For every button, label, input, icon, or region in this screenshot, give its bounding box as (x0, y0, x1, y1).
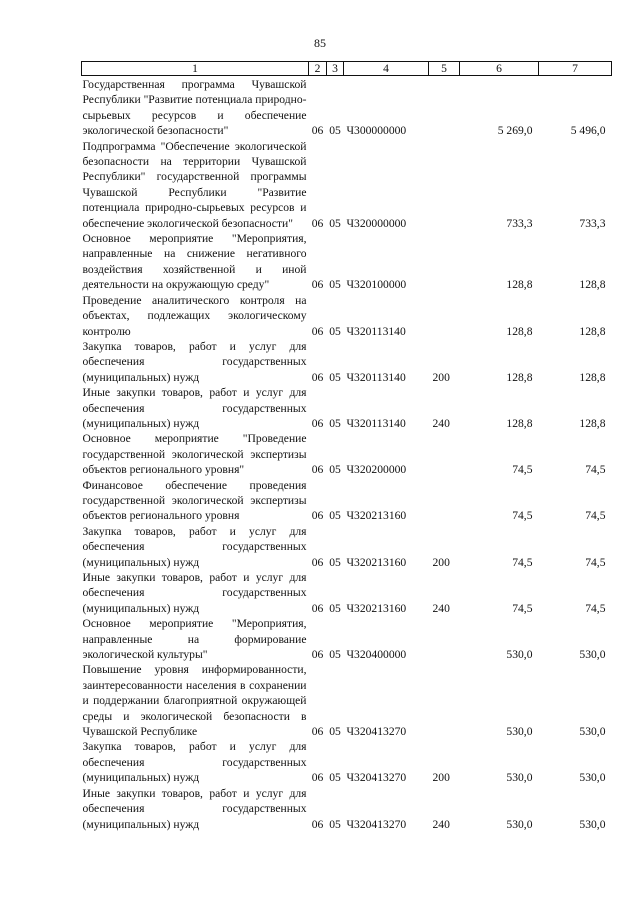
table-row (82, 570, 612, 616)
section-code: 06 (311, 771, 324, 785)
expense-type-code: 200 (432, 771, 450, 785)
amount-year-2: 530,0 (579, 725, 606, 739)
target-article-code: Ч320413270 (346, 771, 407, 785)
amount-year-1: 530,0 (506, 771, 533, 785)
amount-year-2: 128,8 (579, 370, 606, 384)
item-name: Повышение уровня информированности, заинтересованности населения в сохранении и поддержании благоприятной окружающей среды и экологической безопасности в Чувашской Республике (82, 663, 307, 739)
table-row (82, 739, 612, 785)
section-code: 06 (311, 648, 324, 662)
item-name: Иные закупки товаров, работ и услуг для обеспечения государственных (муниципальных) нужд (82, 386, 307, 430)
column-header: 5 (429, 62, 460, 76)
amount-year-2: 74,5 (585, 463, 606, 477)
subsection-code: 05 (329, 124, 341, 138)
expense-type-code (429, 293, 460, 339)
amount-year-2: 128,8 (579, 416, 606, 430)
expense-type-code: 240 (432, 601, 450, 615)
item-name: Иные закупки товаров, работ и услуг для обеспечения государственных (муниципальных) нужд (82, 786, 307, 831)
amount-year-2: 5 496,0 (570, 124, 606, 138)
table-row (82, 293, 612, 339)
section-code: 06 (311, 324, 324, 338)
amount-year-2: 128,8 (579, 278, 606, 292)
table-row (82, 431, 612, 477)
amount-year-2: 128,8 (579, 324, 606, 338)
target-article-code: Ч300000000 (346, 124, 407, 138)
section-code: 06 (311, 370, 324, 384)
section-code: 06 (311, 124, 324, 138)
section-code: 06 (311, 463, 324, 477)
target-article-code: Ч320413270 (346, 817, 407, 831)
expense-type-code (429, 139, 460, 231)
expense-type-code (429, 478, 460, 524)
table-row (82, 616, 612, 662)
column-header: 3 (327, 62, 344, 76)
amount-year-2: 530,0 (579, 771, 606, 785)
column-header: 2 (309, 62, 327, 76)
subsection-code: 05 (329, 416, 341, 430)
page-number: 85 (314, 36, 326, 50)
table-row (82, 786, 612, 832)
amount-year-2: 733,3 (579, 216, 606, 230)
target-article-code: Ч320113140 (346, 324, 406, 338)
section-code: 06 (311, 416, 324, 430)
amount-year-2: 74,5 (585, 509, 606, 523)
expense-type-code: 200 (432, 370, 450, 384)
amount-year-2: 530,0 (579, 817, 606, 831)
item-name: Финансовое обеспечение проведения государственной экологической экспертизы объектов регионального уровня (82, 478, 307, 523)
target-article-code: Ч320000000 (346, 216, 407, 230)
target-article-code: Ч320213160 (346, 601, 407, 615)
target-article-code: Ч320213160 (346, 509, 407, 523)
subsection-code: 05 (329, 648, 341, 662)
amount-year-1: 530,0 (506, 648, 533, 662)
amount-year-2: 530,0 (579, 648, 606, 662)
target-article-code: Ч320213160 (346, 555, 407, 569)
amount-year-1: 74,5 (512, 509, 533, 523)
target-article-code: Ч320113140 (346, 370, 406, 384)
column-header: 7 (539, 62, 612, 76)
subsection-code: 05 (329, 771, 341, 785)
section-code: 06 (311, 555, 324, 569)
amount-year-1: 530,0 (506, 817, 533, 831)
section-code: 06 (311, 216, 324, 230)
amount-year-1: 128,8 (506, 370, 533, 384)
section-code: 06 (311, 725, 324, 739)
item-name: Проведение аналитического контроля на объектах, подлежащих экологическому контролю (82, 293, 307, 338)
amount-year-1: 733,3 (506, 216, 533, 230)
expense-type-code (429, 616, 460, 662)
target-article-code: Ч320413270 (346, 725, 407, 739)
amount-year-2: 74,5 (585, 601, 606, 615)
expense-type-code (429, 76, 460, 139)
table-row (82, 231, 612, 293)
expense-type-code (429, 231, 460, 293)
amount-year-1: 128,8 (506, 278, 533, 292)
subsection-code: 05 (329, 278, 341, 292)
amount-year-2: 74,5 (585, 555, 606, 569)
item-name: Иные закупки товаров, работ и услуг для обеспечения государственных (муниципальных) нужд (82, 571, 307, 615)
item-name: Государственная программа Чувашской Республики "Развитие потенциала природно-сырьевых ресурсов и обеспечение экологической безопасности" (82, 78, 307, 138)
amount-year-1: 530,0 (506, 725, 533, 739)
expense-type-code: 240 (432, 817, 450, 831)
subsection-code: 05 (329, 509, 341, 523)
table-row (82, 662, 612, 739)
table-row (82, 139, 612, 231)
subsection-code: 05 (329, 725, 341, 739)
target-article-code: Ч320200000 (346, 463, 407, 477)
section-code: 06 (311, 817, 324, 831)
expense-type-code: 200 (432, 555, 450, 569)
amount-year-1: 74,5 (512, 463, 533, 477)
subsection-code: 05 (329, 216, 341, 230)
subsection-code: 05 (329, 463, 341, 477)
subsection-code: 05 (329, 817, 341, 831)
target-article-code: Ч320113140 (346, 416, 406, 430)
item-name: Основное мероприятие "Проведение государственной экологической экспертизы объектов регионального уровня" (82, 432, 307, 477)
table-row (82, 76, 612, 139)
item-name: Подпрограмма "Обеспечение экологической безопасности на территории Чувашской Республики" государственной программы Чувашской Республики "Развитие потенциала природно-сырьевых ресурсов и обеспечение экологической безопасности" (82, 139, 307, 230)
target-article-code: Ч320400000 (346, 648, 407, 662)
table-row (82, 524, 612, 570)
column-header: 6 (460, 62, 539, 76)
table-row (82, 385, 612, 431)
section-code: 06 (311, 278, 324, 292)
amount-year-1: 74,5 (512, 555, 533, 569)
item-name: Закупка товаров, работ и услуг для обеспечения государственных (муниципальных) нужд (82, 740, 307, 785)
expense-type-code (429, 431, 460, 477)
expense-type-code (429, 662, 460, 739)
column-header: 1 (82, 62, 309, 76)
header-row (82, 62, 612, 76)
amount-year-1: 128,8 (506, 324, 533, 338)
budget-table (81, 61, 612, 832)
column-header: 4 (344, 62, 429, 76)
item-name: Закупка товаров, работ и услуг для обеспечения государственных (муниципальных) нужд (82, 339, 307, 384)
item-name: Закупка товаров, работ и услуг для обеспечения государственных (муниципальных) нужд (82, 524, 307, 569)
item-name: Основное мероприятие "Мероприятия, направленные на формирование экологической культуры" (82, 617, 307, 662)
subsection-code: 05 (329, 601, 341, 615)
amount-year-1: 74,5 (512, 601, 533, 615)
amount-year-1: 128,8 (506, 416, 533, 430)
expense-type-code: 240 (432, 416, 450, 430)
subsection-code: 05 (329, 555, 341, 569)
section-code: 06 (311, 601, 324, 615)
section-code: 06 (311, 509, 324, 523)
subsection-code: 05 (329, 324, 341, 338)
table-row (82, 478, 612, 524)
table-row (82, 339, 612, 385)
target-article-code: Ч320100000 (346, 278, 407, 292)
subsection-code: 05 (329, 370, 341, 384)
item-name: Основное мероприятие "Мероприятия, направленные на снижение негативного воздействия хозяйственной и иной деятельности на окружающую среду" (82, 232, 307, 292)
amount-year-1: 5 269,0 (497, 124, 533, 138)
